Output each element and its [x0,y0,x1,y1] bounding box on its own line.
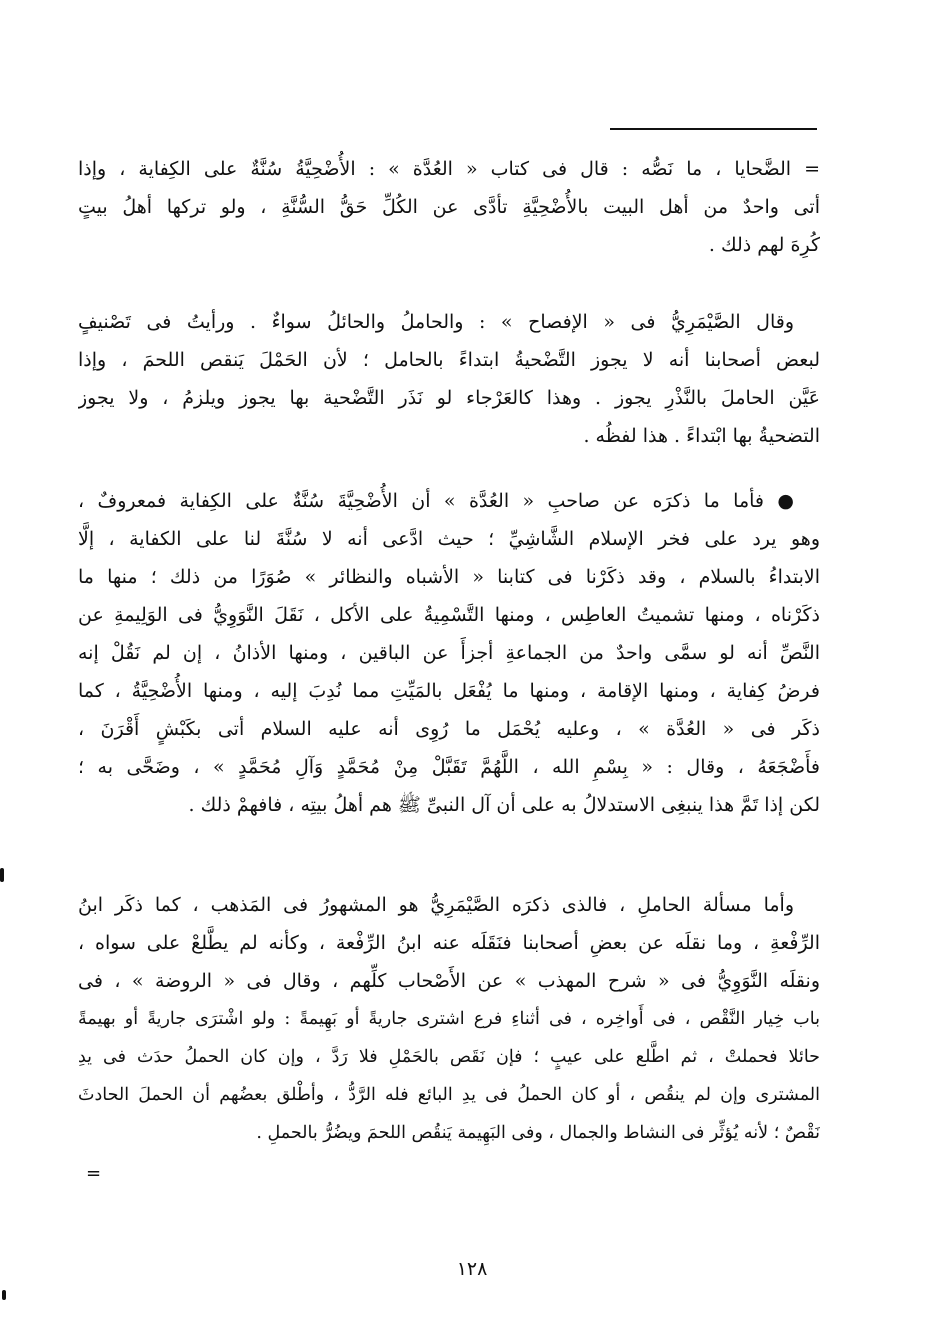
text-line: ● فأما ما ذكرَه عن صاحبِ « العُدَّة » أن الأُضْحِيَّةَ سُنَّةٌ على الكِفاية فمعروفٌ ، [78,490,794,512]
continuation-mark: = [86,1163,102,1184]
paragraph-1 [78,150,820,264]
text-line: وأما مسألة الحاملِ ، فالذى ذكرَه الصَّيْمَرِيُّ هو المشهورُ فى المَذهب ، كما ذكَر ابنُ [78,894,794,916]
text-line: ذكَر فى « العُدَّة » ، وعليه يُحْمَل ما رُوِى أنه عليه السلام أتى بكَبْشٍ أَقْرَنَ ، [78,718,820,740]
page-number: ١٢٨ [456,1258,488,1280]
text-line: التضحيةُ بها ابْتداءً . هذا لفظُه . [583,425,820,447]
text-line: حائلا فحملتْ ، ثم اطَّلع على عيبٍ ؛ فإن نَقَص بالحَمْلِ فلا رَدَّ ، وإن كان الحملُ حدَث فى يدِ [78,1047,820,1067]
text-line: النَّصِّ أنه لو سمَّى واحدٌ من الجماعةِ أجزأَ عن الباقين ، ومنها الأذانُ ، إن لم نَقُلْ إنه [78,642,820,664]
paragraph-3 [78,482,820,824]
text-line: فرضُ كِفاية ، ومنها الإقامة ، ومنها ما يُفْعَل بالمَيِّتِ مما نُدِبَ إليه ، ومنها الأُضْحِيَّةُ ، كما [78,680,820,702]
text-line: وقال الصَّيْمَرِيُّ فى « الإفصاح » : والحاملُ والحائلُ سواءٌ . ورأيتُ فى تَصْنيفٍ [78,311,794,333]
text-line: أتى واحدٌ من أهل البيت بالأُضْحِيَّةِ تأدَّى عن الكُلِّ حَقُّ السُّنَّةِ ، ولو تركها أهلُ بيتٍ [78,196,820,218]
text-line: لكن إذا تَمَّ هذا ينبغِى الاستدلالُ به على أن آل النبىِّ ﷺ هم أهلُ بيتِه ، فافهمْ ذلك . [188,794,820,816]
scan-edge-mark [0,868,4,882]
text-line: لبعض أصحابنا أنه لا يجوز التَّضْحيةُ ابتداءً بالحامل ؛ لأن الحَمْلَ يَنقص اللحمَ ، وإذا [78,349,820,371]
text-line: الرِّفْعةِ ، وما نقلَه عن بعضِ أصحابنا فنَقَلَه عنه ابنُ الرِّفْعة ، وكأنه لم يطَّلعْ على سواه ، [78,932,820,954]
text-line: عَيَّن الحاملَ بالنَّذْرِ يجوز . وهذا كالعَرْجاء لو نَذَر التَّضْحية بها يجوز ويلزمُ ، ولا يجوز [78,387,820,409]
text-line: فأَضْجَعَهُ ، وقال : « بِسْمِ الله ، اللَّهُمَّ تَقَبَّلْ مِنْ مُحَمَّدٍ وَآلِ مُحَمَّدٍ » ، وضَحَّى به ؛ [78,756,820,778]
scan-edge-mark [2,1290,6,1300]
text-line: ونقلَه النَّوَوِيُّ فى « شرح المهذب » عن الأَصْحاب كلِّهم ، وقال فى « الروضة » ، فى [78,970,820,992]
text-line: باب خِيار النَّقْص ، فى أَواخِره ، فى أثناءِ فرع اشترى جاريةً أو بَهِيمةً : ولو اشْترَى جاريةً أو بهيمةً [78,1009,820,1029]
text-line: نَقْصٌ ؛ لأنه يُؤثِّر فى النشاط والجمال ، وفى البَهِيمة يَنقُص اللحمَ ويضُرُّ بالحملِ . [256,1123,820,1143]
footnote-separator-rule [610,128,817,130]
text-line: المشترى وإن لم ينقُص ، أو كان الحملُ فى يدِ البائع فله الرَّدُّ ، وأطْلق بعضُهم أن الحملَ الحادثَ [78,1085,820,1105]
text-line: الابتداءُ بالسلام ، وقد ذكَرْنا فى كتابنا « الأشباه والنظائر » صُوَرًا من ذلك ؛ منها ما [78,566,820,588]
text-line: = الضَّحايا ، ما نَصُّه : قال فى كتاب « العُدَّة » : الأُضْحِيَّةُ سُنَّةٌ على الكِفاية ، وإذا [78,158,820,180]
text-line: كُرِهَ لهم ذلك . [708,234,820,256]
paragraph-2 [78,303,820,455]
text-line: ذكَرْناه ، ومنها تشميتُ العاطِس ، ومنها التَّسْمِيةُ على الأكل ، نَقَلَ النَّوَوِيُّ فى الوَلِيمةِ عن [78,604,820,626]
paragraph-4 [78,886,820,1152]
text-line: وهو يرد على فخر الإسلام الشَّاشِيِّ ؛ حيث ادَّعى أنه لا سُنَّةَ لنا على الكفاية ، إلَّا [78,528,820,550]
